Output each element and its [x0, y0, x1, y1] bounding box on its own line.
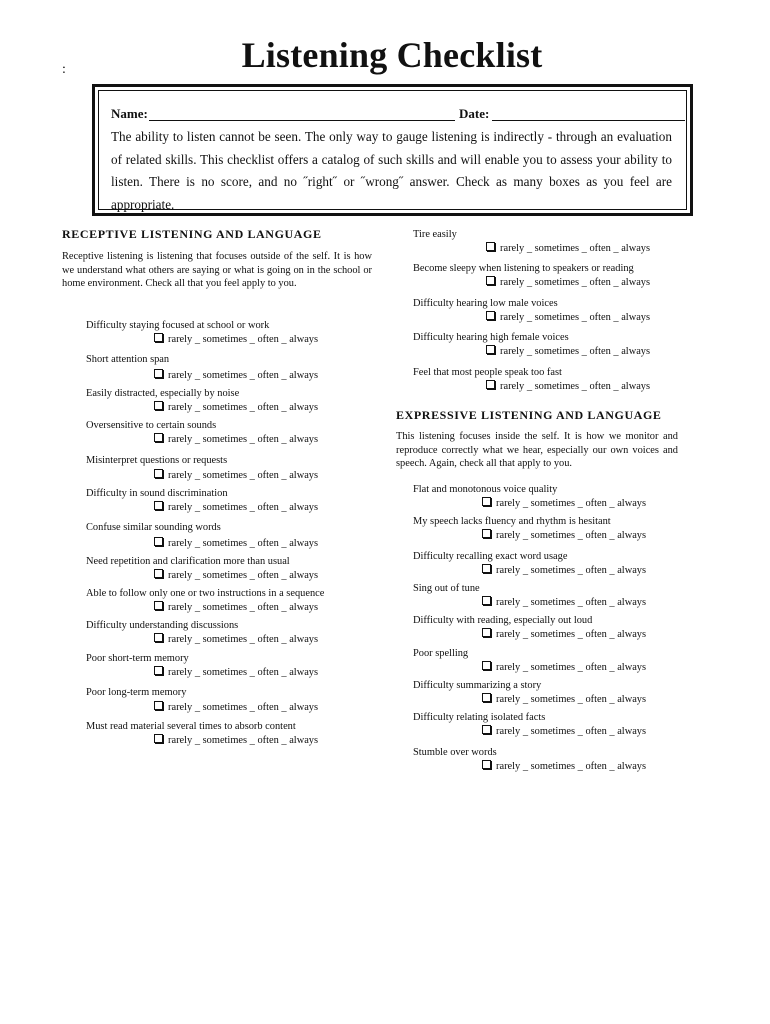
rating-options: [154, 333, 318, 346]
checkbox-icon[interactable]: [486, 242, 495, 251]
rating-scale-text: rarely _ sometimes _ often _ always: [500, 381, 651, 392]
receptive-heading: RECEPTIVE LISTENING AND LANGUAGE: [62, 227, 322, 241]
checklist-item-label: Difficulty summarizing a story: [413, 680, 542, 691]
checklist-item-label: Sing out of tune: [413, 583, 480, 594]
checkbox-icon[interactable]: [154, 666, 163, 675]
rating-options: [486, 242, 650, 255]
rating-options: [154, 601, 318, 614]
checkbox-icon[interactable]: [482, 693, 491, 702]
checklist-item-label: Become sleepy when listening to speakers or reading: [413, 263, 634, 274]
checklist-item-label: Difficulty with reading, especially out loud: [413, 615, 593, 626]
rating-scale-text: rarely _ sometimes _ often _ always: [168, 702, 319, 713]
rating-scale-text: rarely _ sometimes _ often _ always: [496, 761, 647, 772]
receptive-description: Receptive listening is listening that focuses outside of the self. It is how we understand what others are saying or what is going on in the school or home environment. Check all that you feel apply to you.: [62, 251, 372, 289]
rating-scale-text: rarely _ sometimes _ often _ always: [496, 530, 647, 541]
rating-options: [154, 469, 318, 482]
checkbox-icon[interactable]: [154, 537, 163, 546]
rating-scale-text: rarely _ sometimes _ often _ always: [168, 502, 319, 513]
rating-scale-text: rarely _ sometimes _ often _ always: [496, 565, 647, 576]
checkbox-icon[interactable]: [482, 628, 491, 637]
rating-scale-text: rarely _ sometimes _ often _ always: [500, 243, 651, 254]
checklist-item-label: Poor long-term memory: [86, 687, 187, 698]
checklist-item-label: Difficulty in sound discrimination: [86, 488, 228, 499]
rating-scale-text: rarely _ sometimes _ often _ always: [496, 597, 647, 608]
checklist-item-label: Oversensitive to certain sounds: [86, 420, 217, 431]
rating-options: [482, 564, 646, 577]
expressive-description: This listening focuses inside the self. It is how we monitor and reproduce correctly what we hear, especially our own voices and speech. Again, check all that apply to you.: [396, 431, 678, 469]
date-field-line[interactable]: [492, 120, 685, 121]
rating-scale-text: rarely _ sometimes _ often _ always: [500, 346, 651, 357]
rating-options: [154, 569, 318, 582]
rating-scale-text: rarely _ sometimes _ often _ always: [496, 694, 647, 705]
checklist-item-label: Confuse similar sounding words: [86, 522, 221, 533]
checklist-item-label: My speech lacks fluency and rhythm is hesitant: [413, 516, 611, 527]
rating-scale-text: rarely _ sometimes _ often _ always: [496, 498, 647, 509]
rating-scale-text: rarely _ sometimes _ often _ always: [496, 662, 647, 673]
checkbox-icon[interactable]: [154, 633, 163, 642]
rating-options: [482, 529, 646, 542]
checkbox-icon[interactable]: [154, 333, 163, 342]
checklist-item-label: Able to follow only one or two instructions in a sequence: [86, 588, 325, 599]
rating-scale-text: rarely _ sometimes _ often _ always: [168, 602, 319, 613]
rating-options: [154, 666, 318, 679]
rating-options: [486, 311, 650, 324]
rating-options: [154, 701, 318, 714]
rating-scale-text: rarely _ sometimes _ often _ always: [168, 570, 319, 581]
expressive-heading: EXPRESSIVE LISTENING AND LANGUAGE: [396, 408, 662, 422]
checkbox-icon[interactable]: [482, 596, 491, 605]
rating-scale-text: rarely _ sometimes _ often _ always: [168, 402, 319, 413]
checklist-item-label: Tire easily: [413, 229, 457, 240]
rating-options: [482, 497, 646, 510]
checkbox-icon[interactable]: [482, 725, 491, 734]
checkbox-icon[interactable]: [154, 433, 163, 442]
rating-scale-text: rarely _ sometimes _ often _ always: [168, 370, 319, 381]
checklist-item-label: Feel that most people speak too fast: [413, 367, 562, 378]
checklist-item-label: Difficulty hearing high female voices: [413, 332, 569, 343]
checklist-item-label: Difficulty understanding discussions: [86, 620, 239, 631]
rating-options: [482, 760, 646, 773]
checklist-item-label: Poor spelling: [413, 648, 469, 659]
name-date-row: [111, 106, 685, 126]
rating-options: [154, 537, 318, 550]
intro-text: The ability to listen cannot be seen. The only way to gauge listening is indirectly - through an evaluation of related skills. This checklist offers a catalog of such skills and will enable you to assess your ability to listen. There is no score, and no ˝right˝ or ˝wrong˝ answer. Check as many boxes as you feel are appropriate.: [111, 129, 672, 212]
rating-options: [154, 433, 318, 446]
checklist-item-label: Need repetition and clarification more than usual: [86, 556, 290, 567]
rating-scale-text: rarely _ sometimes _ often _ always: [168, 434, 319, 445]
rating-options: [154, 734, 318, 747]
checkbox-icon[interactable]: [154, 734, 163, 743]
checkbox-icon[interactable]: [486, 311, 495, 320]
checklist-item-label: Stumble over words: [413, 747, 497, 758]
name-label: Name:: [111, 106, 148, 121]
checkbox-icon[interactable]: [482, 661, 491, 670]
rating-options: [482, 693, 646, 706]
checklist-item-label: Easily distracted, especially by noise: [86, 388, 240, 399]
checkbox-icon[interactable]: [154, 569, 163, 578]
checkbox-icon[interactable]: [154, 701, 163, 710]
rating-options: [482, 661, 646, 674]
checkbox-icon[interactable]: [482, 529, 491, 538]
rating-scale-text: rarely _ sometimes _ often _ always: [168, 538, 319, 549]
rating-options: [482, 596, 646, 609]
rating-options: [154, 501, 318, 514]
rating-options: [486, 276, 650, 289]
checklist-item-label: Short attention span: [86, 354, 170, 365]
rating-options: [482, 628, 646, 641]
rating-scale-text: rarely _ sometimes _ often _ always: [168, 470, 319, 481]
checkbox-icon[interactable]: [486, 380, 495, 389]
rating-options: [486, 345, 650, 358]
page-title: Listening Checklist: [241, 35, 543, 75]
checkbox-icon[interactable]: [482, 497, 491, 506]
rating-options: [154, 633, 318, 646]
rating-options: [154, 401, 318, 414]
rating-scale-text: rarely _ sometimes _ often _ always: [496, 726, 647, 737]
name-field-line[interactable]: [149, 120, 455, 121]
checkbox-icon[interactable]: [482, 564, 491, 573]
checkbox-icon[interactable]: [154, 401, 163, 410]
checkbox-icon[interactable]: [154, 501, 163, 510]
checklist-item-label: Flat and monotonous voice quality: [413, 484, 558, 495]
checkbox-icon[interactable]: [154, 469, 163, 478]
colon-mark: :: [62, 62, 66, 77]
checklist-item-label: Difficulty recalling exact word usage: [413, 551, 568, 562]
rating-scale-text: rarely _ sometimes _ often _ always: [168, 735, 319, 746]
rating-options: [486, 380, 650, 393]
checkbox-icon[interactable]: [486, 345, 495, 354]
checklist-item-label: Must read material several times to absorb content: [86, 721, 296, 732]
checkbox-icon[interactable]: [482, 760, 491, 769]
checkbox-icon[interactable]: [486, 276, 495, 285]
rating-scale-text: rarely _ sometimes _ often _ always: [500, 312, 651, 323]
rating-scale-text: rarely _ sometimes _ often _ always: [496, 629, 647, 640]
checklist-item-label: Difficulty hearing low male voices: [413, 298, 558, 309]
checklist-item-label: Difficulty staying focused at school or work: [86, 320, 270, 331]
checklist-item-label: Difficulty relating isolated facts: [413, 712, 546, 723]
checkbox-icon[interactable]: [154, 369, 163, 378]
rating-scale-text: rarely _ sometimes _ often _ always: [168, 667, 319, 678]
checklist-item-label: Poor short-term memory: [86, 653, 189, 664]
date-label: Date:: [459, 106, 490, 121]
rating-scale-text: rarely _ sometimes _ often _ always: [168, 634, 319, 645]
checklist-item-label: Misinterpret questions or requests: [86, 455, 228, 466]
checkbox-icon[interactable]: [154, 601, 163, 610]
rating-scale-text: rarely _ sometimes _ often _ always: [168, 334, 319, 345]
rating-options: [154, 369, 318, 382]
rating-options: [482, 725, 646, 738]
rating-scale-text: rarely _ sometimes _ often _ always: [500, 277, 651, 288]
